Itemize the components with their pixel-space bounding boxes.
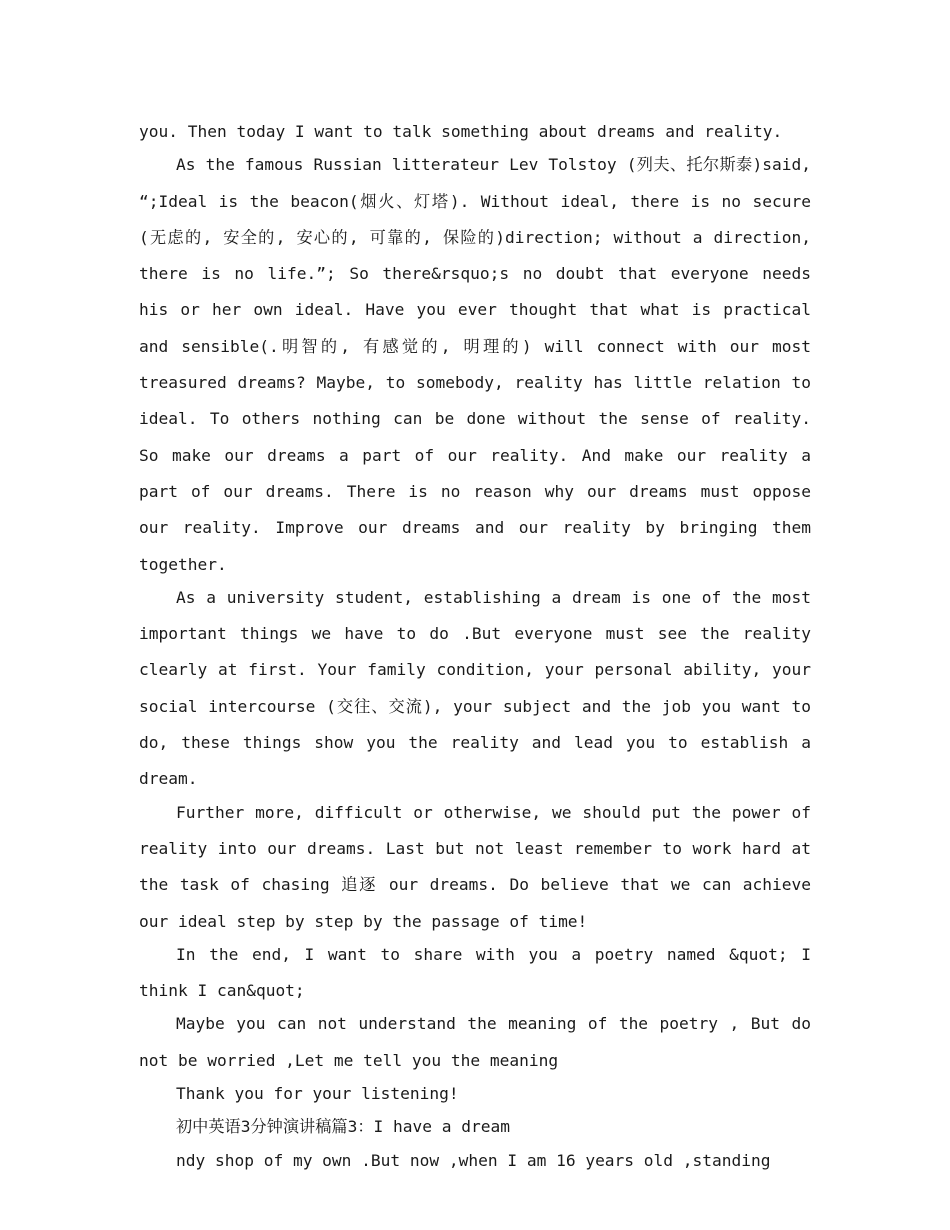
paragraph-thanks: Thank you for your listening!: [176, 1084, 459, 1104]
document-body: [139, 114, 811, 1179]
section-heading-speech-3: 初中英语3分钟演讲稿篇3：I have a dream: [176, 1117, 510, 1137]
paragraph-poetry-meaning: Maybe you can not understand the meaning of the poetry , But do not be worried ,Let me tell you the meaning: [139, 1014, 811, 1070]
paragraph-tolstoy-quote: As the famous Russian litterateur Lev Tolstoy (列夫、托尔斯泰)said, “;Ideal is the beacon(烟火、灯塔). Without ideal, there is no secure (无虑的, 安全的, 安心的, 可靠的, 保险的)direction; without a direction, there is no life.”; So there&rsquo;s no doubt that everyone needs his or her own ideal. Have you ever thought that what is practical and sensible(.明智的, 有感觉的, 明理的) will connect with our most treasured dreams? Maybe, to somebody, reality has little relation to ideal. To others nothing can be done without the sense of reality. So make our dreams a part of our reality. And make our reality a part of our dreams. There is no reason why our dreams must oppose our reality. Improve our dreams and our reality by bringing them together.: [139, 155, 811, 574]
paragraph-further-more: Further more, difficult or otherwise, we should put the power of reality into our dreams. Last but not least remember to work hard at the task of chasing 追逐 our dreams. Do believe that we can achieve our ideal step by step by the passage of time!: [139, 802, 811, 931]
paragraph-university-student: As a university student, establishing a dream is one of the most important things we have to do .But everyone must see the reality clearly at first. Your family condition, your personal ability, your social intercourse (交往、交流), your subject and the job you want to do, these things show you the reality and lead you to establish a dream.: [139, 587, 811, 789]
paragraph-intro-line: you. Then today I want to talk something about dreams and reality.: [139, 122, 783, 141]
paragraph-poetry-intro: In the end, I want to share with you a poetry named &quot; I think I can&quot;: [139, 944, 811, 1001]
paragraph-candy-shop: ndy shop of my own .But now ,when I am 16 years old ,standing: [176, 1150, 771, 1170]
